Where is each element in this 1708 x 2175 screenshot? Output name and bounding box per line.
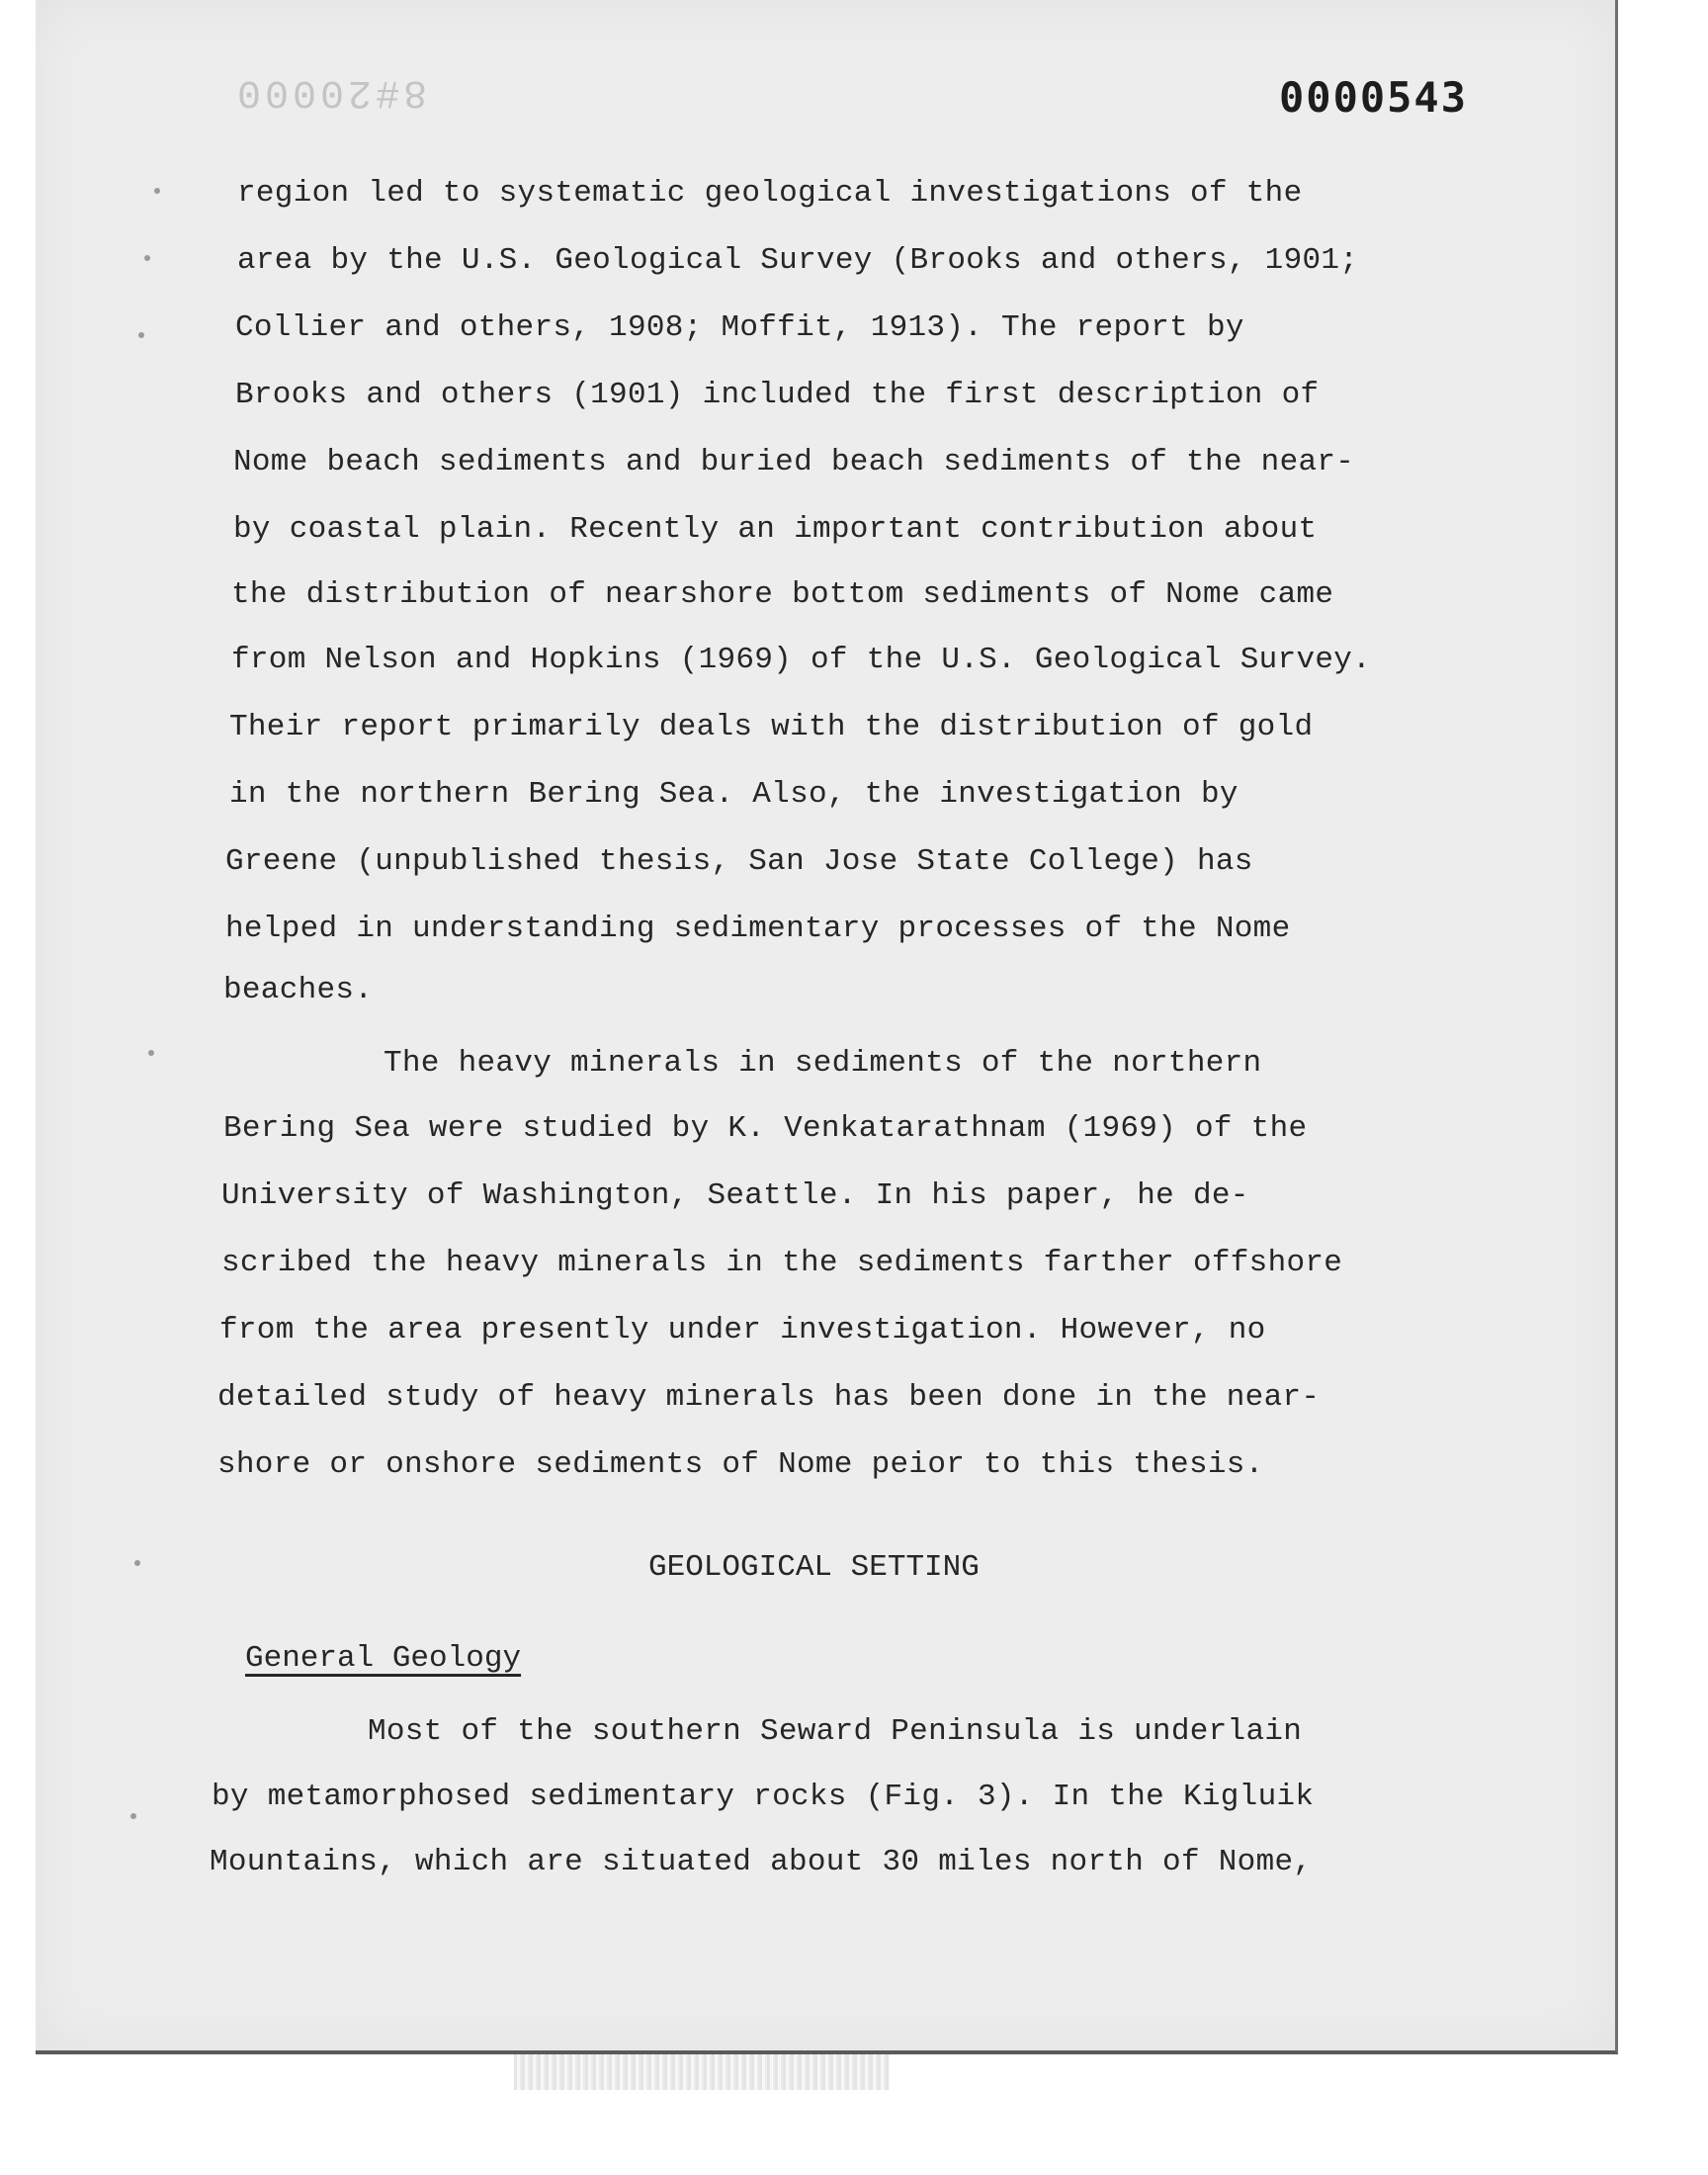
text-line: by coastal plain. Recently an important contribution about bbox=[233, 512, 1318, 547]
scan-speck bbox=[138, 332, 144, 338]
text-line: region led to systematic geological investigations of the bbox=[237, 176, 1303, 211]
text-line: Greene (unpublished thesis, San Jose State College) has bbox=[225, 844, 1253, 879]
text-line: beaches. bbox=[223, 973, 374, 1007]
subsection-heading: General Geology bbox=[245, 1641, 522, 1676]
scan-speck bbox=[134, 1560, 140, 1566]
text-line: helped in understanding sedimentary processes of the Nome bbox=[225, 912, 1291, 946]
text-line: Brooks and others (1901) included the first description of bbox=[235, 378, 1320, 412]
text-line: The heavy minerals in sediments of the northern bbox=[384, 1046, 1262, 1081]
text-line: area by the U.S. Geological Survey (Brooks and others, 1901; bbox=[237, 243, 1359, 278]
scan-speck bbox=[148, 1050, 154, 1056]
text-line: by metamorphosed sedimentary rocks (Fig. 3). In the Kigluik bbox=[212, 1780, 1315, 1814]
section-heading: GEOLOGICAL SETTING bbox=[648, 1550, 980, 1585]
text-line: Nome beach sediments and buried beach sediments of the near- bbox=[233, 445, 1355, 479]
text-line: from the area presently under investigation. However, no bbox=[219, 1313, 1266, 1348]
document-page bbox=[36, 0, 1618, 2054]
text-line: scribed the heavy minerals in the sediments farther offshore bbox=[221, 1246, 1343, 1280]
page-number-stamp: 0000543 bbox=[1279, 73, 1469, 122]
text-line: Most of the southern Seward Peninsula is underlain bbox=[368, 1714, 1303, 1749]
text-line: shore or onshore sediments of Nome peior to this thesis. bbox=[217, 1447, 1264, 1482]
scan-speck bbox=[130, 1813, 136, 1819]
text-line: the distribution of nearshore bottom sediments of Nome came bbox=[231, 577, 1334, 612]
text-line: Collier and others, 1908; Moffit, 1913). The report by bbox=[235, 310, 1244, 345]
scan-speck bbox=[154, 188, 160, 194]
text-line: detailed study of heavy minerals has been done in the near- bbox=[217, 1380, 1321, 1415]
text-line: Mountains, which are situated about 30 miles north of Nome, bbox=[210, 1845, 1313, 1879]
page-stamp-faint: 8#20000 bbox=[233, 69, 428, 114]
text-line: University of Washington, Seattle. In his paper, he de- bbox=[221, 1178, 1249, 1213]
scan-speck bbox=[144, 255, 150, 261]
text-line: Bering Sea were studied by K. Venkatarathnam (1969) of the bbox=[223, 1111, 1308, 1146]
text-line: in the northern Bering Sea. Also, the investigation by bbox=[229, 777, 1238, 812]
text-line: Their report primarily deals with the distribution of gold bbox=[229, 710, 1314, 744]
scan-edge-artifact bbox=[514, 2054, 890, 2090]
text-line: from Nelson and Hopkins (1969) of the U.S. Geological Survey. bbox=[231, 643, 1372, 677]
